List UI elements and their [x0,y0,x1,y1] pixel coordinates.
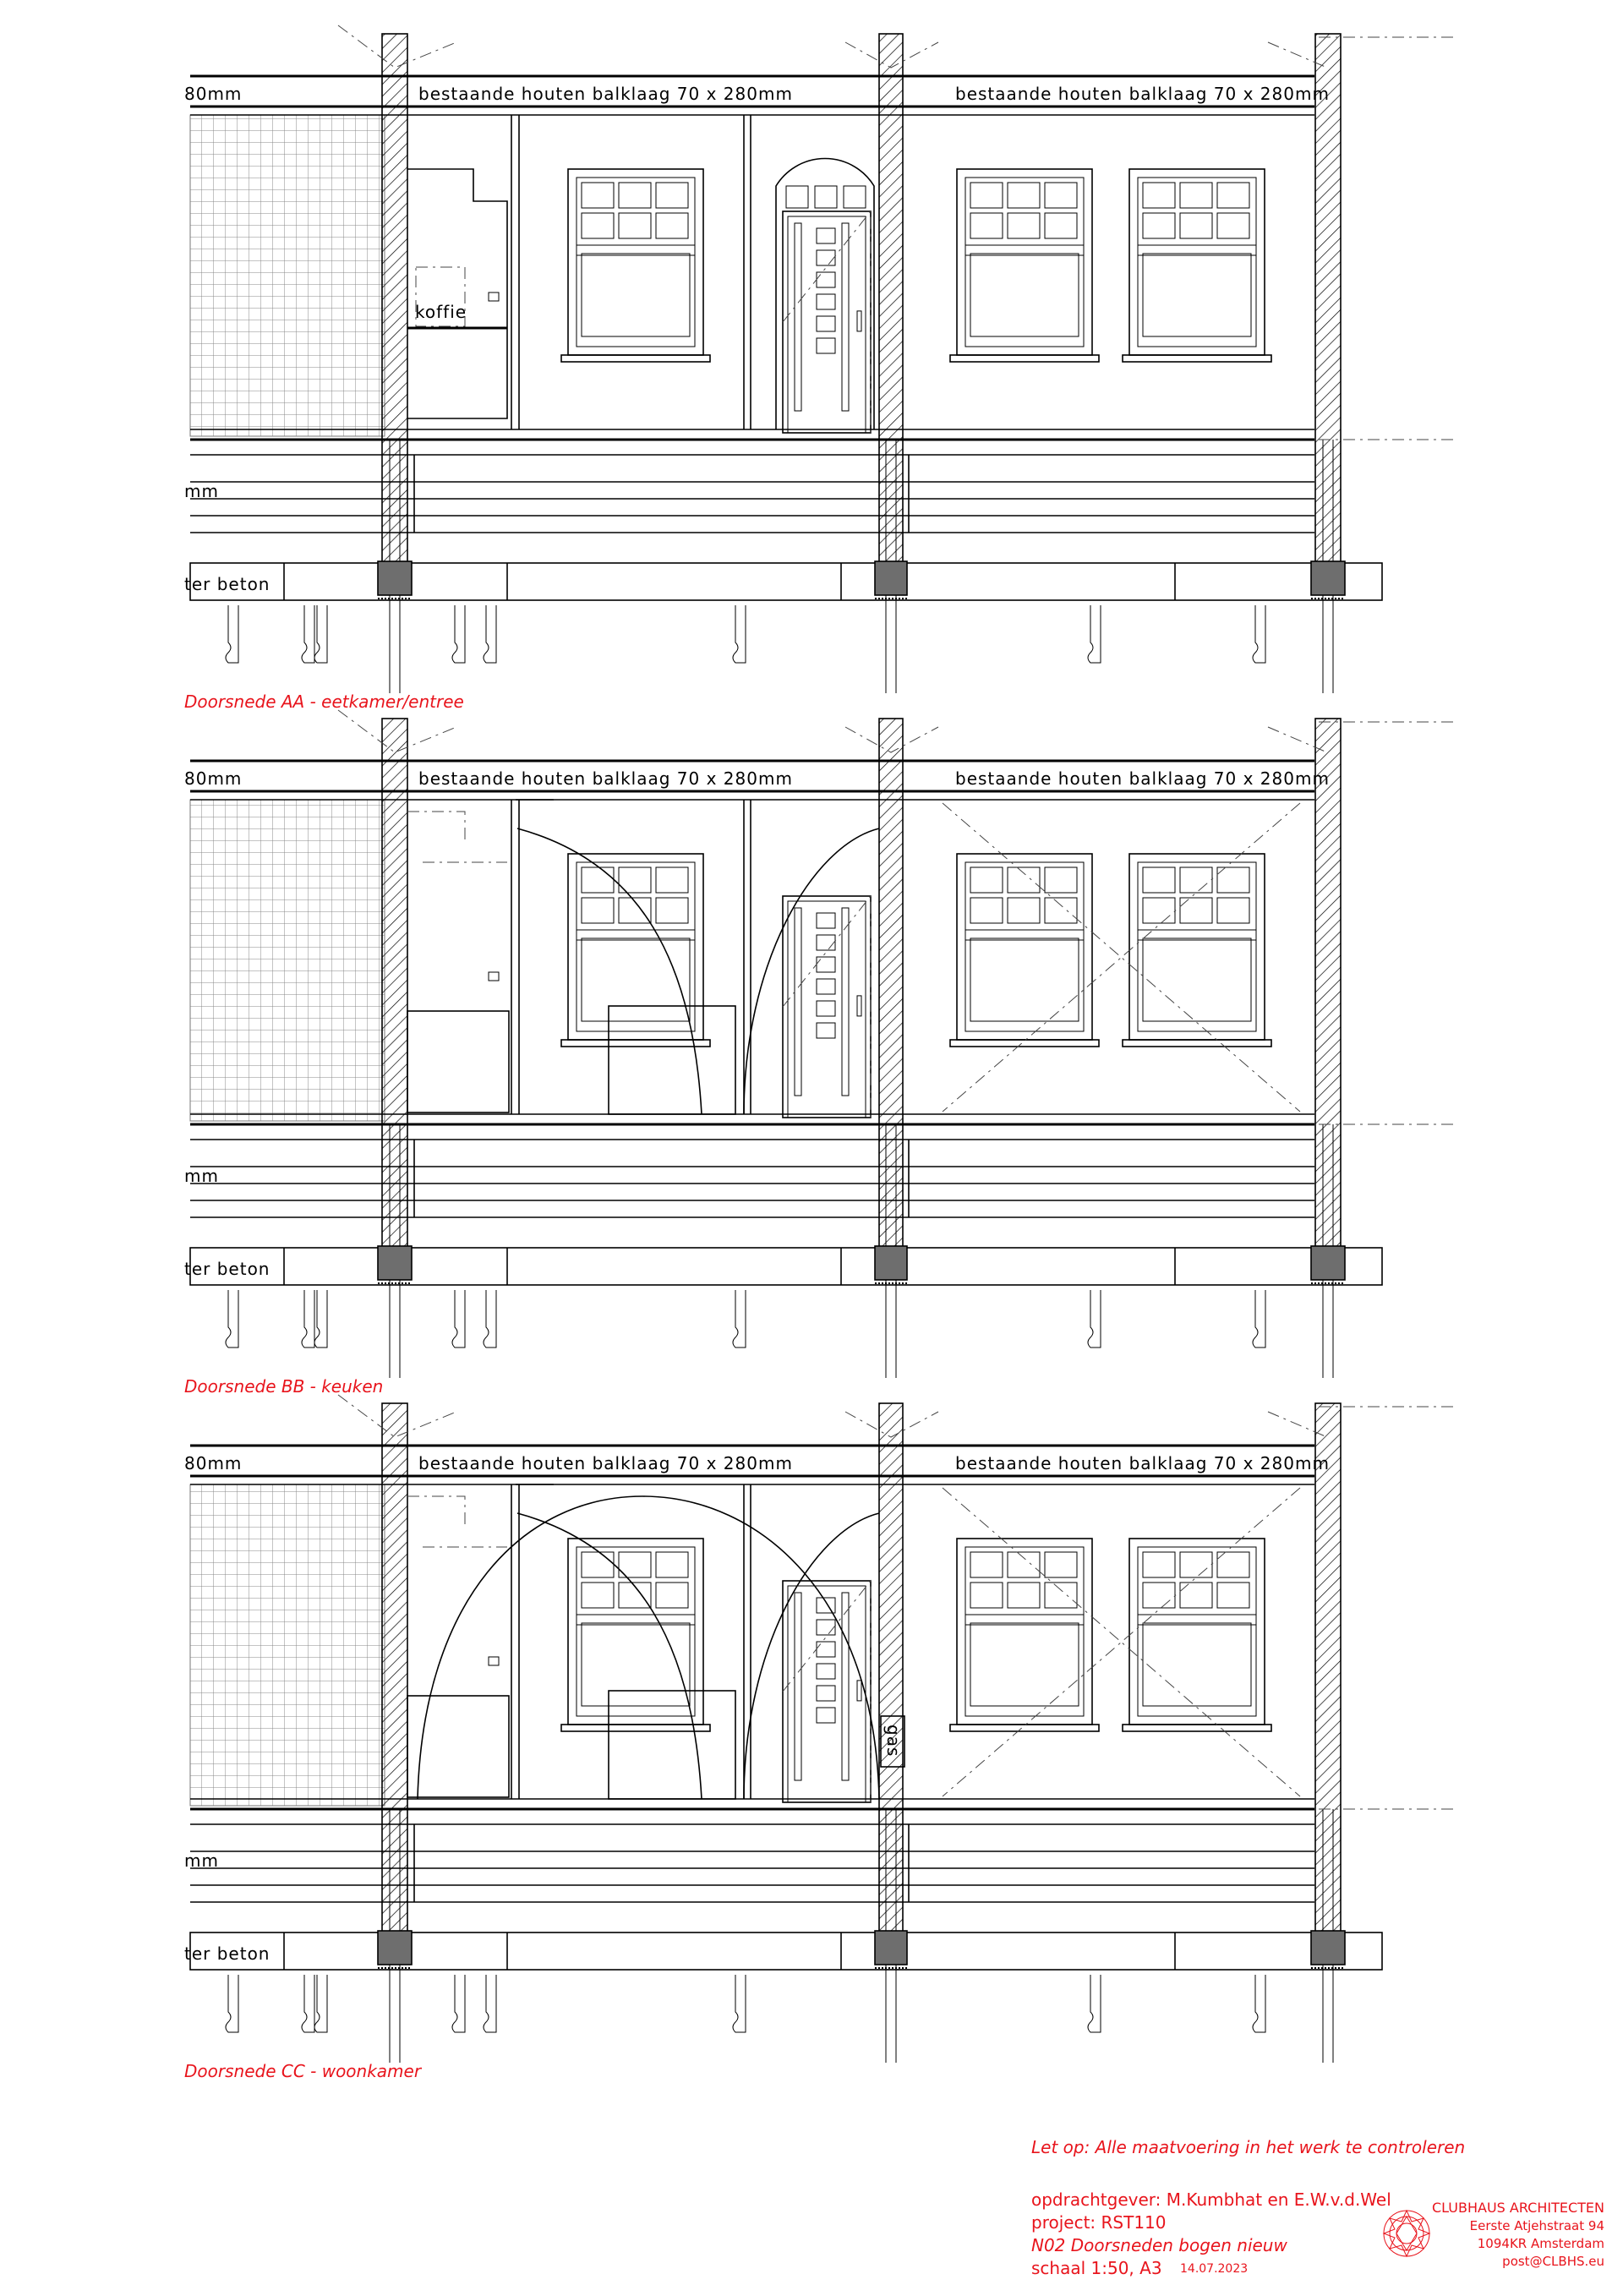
window-pane [582,938,690,1021]
floor-label: mm [184,1850,219,1871]
door-handle [857,996,861,1016]
window-pane [1008,1583,1040,1608]
main-arch [418,1496,879,1799]
socket [489,1657,499,1665]
concrete-block [1311,1246,1345,1280]
window-pane [970,898,1003,923]
door-panel [795,223,801,411]
beam-label-fragment: 80mm [184,1453,243,1473]
window-pane [1180,1552,1212,1577]
door-light [817,1001,835,1016]
door-light [817,957,835,972]
door-leaf [788,901,866,1118]
window-pane [1180,867,1212,893]
window-pane [1008,898,1040,923]
window-pane [1008,867,1040,893]
arch [517,828,702,1114]
pile [302,605,314,663]
window-pane [1180,1583,1212,1608]
window-frame [568,169,703,355]
room-label-gas: gas [883,1725,904,1758]
window-pane [1143,213,1175,238]
door-light [817,935,835,950]
masonry-wall [879,1403,903,1936]
door-light [817,1664,835,1679]
window-pane [656,213,688,238]
pile [1088,1290,1101,1348]
pile [1253,1290,1265,1348]
foundation [190,1932,1382,1970]
window-pane [1143,938,1251,1021]
door-panel [842,908,849,1096]
transom-light [815,186,837,208]
kitchen-block [407,1696,509,1797]
kitchen-island [609,1691,735,1799]
window-sill [1123,1040,1271,1047]
beam-label: bestaande houten balklaag 70 x 280mm [955,768,1330,789]
arch [744,828,879,1114]
caption-section-bb: Doorsnede BB - keuken [184,1376,384,1397]
pile [452,1975,465,2032]
window-pane [1180,213,1212,238]
window-frame [957,1539,1092,1725]
masonry-wall [1315,1403,1341,1936]
window-pane [619,183,651,208]
concrete-block [875,1931,907,1965]
window-sill [1123,355,1271,362]
window-pane [656,1552,688,1577]
window-pane [1045,867,1077,893]
masonry-wall [1315,719,1341,1251]
pile [484,605,496,663]
window-pane [1180,183,1212,208]
foundation [190,1248,1382,1285]
masonry-wall [879,719,903,1251]
arch [744,1513,879,1799]
pile [226,1975,238,2032]
window-pane [1045,213,1077,238]
beam-label: bestaande houten balklaag 70 x 280mm [418,768,793,789]
pile [733,1290,746,1348]
window-pane [1008,1552,1040,1577]
cabinet-outline [407,1496,465,1526]
floor-label: mm [184,1166,219,1186]
door-handle [857,311,861,331]
beam-label: bestaande houten balklaag 70 x 280mm [955,84,1330,104]
window-pane [970,183,1003,208]
door-light [817,228,835,243]
window-sill [561,1725,710,1731]
window-frame [957,854,1092,1040]
window-frame [568,854,703,1040]
masonry-wall [1315,34,1341,566]
section-bb [184,710,1454,1378]
door-panel [795,908,801,1096]
window-pane [1143,1583,1175,1608]
pile [1253,605,1265,663]
window-pane [970,1623,1079,1706]
door-light [817,250,835,265]
window-frame [957,169,1092,355]
concrete-block [875,1246,907,1280]
cabinet-outline [407,812,465,841]
door-light [817,1642,835,1657]
window-pane [970,213,1003,238]
window-pane [1143,1552,1175,1577]
window-inner [1138,1547,1256,1716]
door-handle [857,1681,861,1701]
window-pane [1045,1583,1077,1608]
window-inner [965,862,1084,1031]
pile [1088,1975,1101,2032]
beam-label: bestaande houten balklaag 70 x 280mm [418,1453,793,1473]
window-pane [619,213,651,238]
window-inner [1138,862,1256,1031]
door-panel [842,1593,849,1780]
masonry-wall [879,34,903,566]
foundation [190,563,1382,600]
window-pane [1045,183,1077,208]
concrete-block [1311,561,1345,595]
window-pane [1217,1552,1249,1577]
pile [314,605,327,663]
window-pane [582,1583,614,1608]
pile [314,1290,327,1348]
pile [484,1290,496,1348]
window-pane [582,183,614,208]
foundation-label: ter beton [184,1943,270,1964]
concrete-block [875,561,907,595]
window-inner [965,178,1084,347]
window-pane [970,1583,1003,1608]
window-sill [561,355,710,362]
caption-section-cc: Doorsnede CC - woonkamer [184,2061,422,2081]
concrete-block [378,1246,412,1280]
arch [517,1513,702,1799]
window-pane [1217,867,1249,893]
concrete-block [378,1931,412,1965]
window-pane [970,867,1003,893]
title-block-drawing: N02 Doorsneden bogen nieuw [1031,2235,1287,2255]
window-inner [1138,178,1256,347]
window-pane [1143,1623,1251,1706]
title-block-scale: schaal 1:50, A3 [1031,2258,1162,2278]
title-block-date: 14.07.2023 [1180,2262,1249,2276]
window-pane [970,254,1079,336]
concrete-block [378,561,412,595]
tile-wall [190,1484,385,1806]
window-frame [1129,854,1265,1040]
foundation-label: ter beton [184,574,270,594]
door-light [817,1598,835,1613]
door-light [817,338,835,353]
socket [489,292,499,301]
window-pane [1143,183,1175,208]
window-pane [656,898,688,923]
title-block-client: opdrachtgever: M.Kumbhat en E.W.v.d.Wel [1031,2189,1391,2210]
pile [226,605,238,663]
window-pane [1008,183,1040,208]
pile [226,1290,238,1348]
kitchen-block [407,1011,509,1112]
transom-light [786,186,808,208]
window-sill [950,355,1099,362]
window-inner [965,1547,1084,1716]
window-sill [561,1040,710,1047]
window-pane [1143,898,1175,923]
door-light [817,294,835,309]
window-sill [1123,1725,1271,1731]
tile-wall [190,115,385,436]
window-frame [1129,1539,1265,1725]
beam-label-fragment: 80mm [184,84,243,104]
window-pane [582,254,690,336]
pile [314,1975,327,2032]
section-cc [184,1395,1454,2063]
window-pane [1143,254,1251,336]
door-panel [842,223,849,411]
concrete-block [1311,1931,1345,1965]
pile [733,605,746,663]
window-pane [582,1623,690,1706]
beam-label: bestaande houten balklaag 70 x 280mm [418,84,793,104]
pile [452,605,465,663]
caption-section-aa: Doorsnede AA - eetkamer/entree [184,692,464,712]
window-pane [1217,213,1249,238]
door-light [817,1686,835,1701]
kitchen-island [609,1006,735,1114]
window-pane [1045,1552,1077,1577]
window-sill [950,1040,1099,1047]
pile [452,1290,465,1348]
pile [484,1975,496,2032]
kitchen-cabinet [407,169,507,418]
title-block-project: project: RST110 [1031,2212,1167,2233]
pile [1253,1975,1265,2032]
door-leaf [788,1586,866,1802]
masonry-wall [382,1403,407,1936]
door-light [817,979,835,994]
window-inner [577,178,695,347]
window-pane [656,867,688,893]
masonry-wall [382,719,407,1251]
door-light [817,272,835,287]
window-pane [970,1552,1003,1577]
room-label-koffie: koffie [415,302,467,322]
masonry-wall [382,34,407,566]
beam-label: bestaande houten balklaag 70 x 280mm [955,1453,1330,1473]
window-frame [1129,169,1265,355]
window-pane [1008,213,1040,238]
window-pane [970,938,1079,1021]
door-light [817,1708,835,1723]
tile-wall [190,800,385,1121]
transom-light [844,186,866,208]
office-name: CLUBHAUS ARCHITECTEN [1432,2200,1604,2216]
door-panel [795,1593,801,1780]
office-address: Eerste Atjehstraat 94 [1469,2218,1604,2233]
door-light [817,1023,835,1038]
window-pane [1217,1583,1249,1608]
window-sill [950,1725,1099,1731]
window-pane [1217,183,1249,208]
socket [489,972,499,981]
door-leaf [788,216,866,433]
window-pane [582,1552,614,1577]
window-pane [656,1583,688,1608]
office-city: 1094KR Amsterdam [1477,2236,1604,2251]
pile [302,1290,314,1348]
title-block-note: Let op: Alle maatvoering in het werk te controleren [1031,2137,1466,2157]
window-pane [1045,898,1077,923]
window-pane [1180,898,1212,923]
pile [733,1975,746,2032]
door-light [817,913,835,928]
window-pane [1143,867,1175,893]
door-light [817,1620,835,1635]
door-light [817,316,835,331]
window-pane [1217,898,1249,923]
window-frame [568,1539,703,1725]
floor-label: mm [184,481,219,501]
window-pane [656,183,688,208]
pile [302,1975,314,2032]
window-pane [582,867,614,893]
foundation-label: ter beton [184,1259,270,1279]
window-pane [582,898,614,923]
office-logo [1380,2206,1434,2260]
beam-label-fragment: 80mm [184,768,243,789]
window-pane [582,213,614,238]
office-email: post@CLBHS.eu [1502,2254,1604,2269]
section-aa [184,25,1454,693]
pile [1088,605,1101,663]
